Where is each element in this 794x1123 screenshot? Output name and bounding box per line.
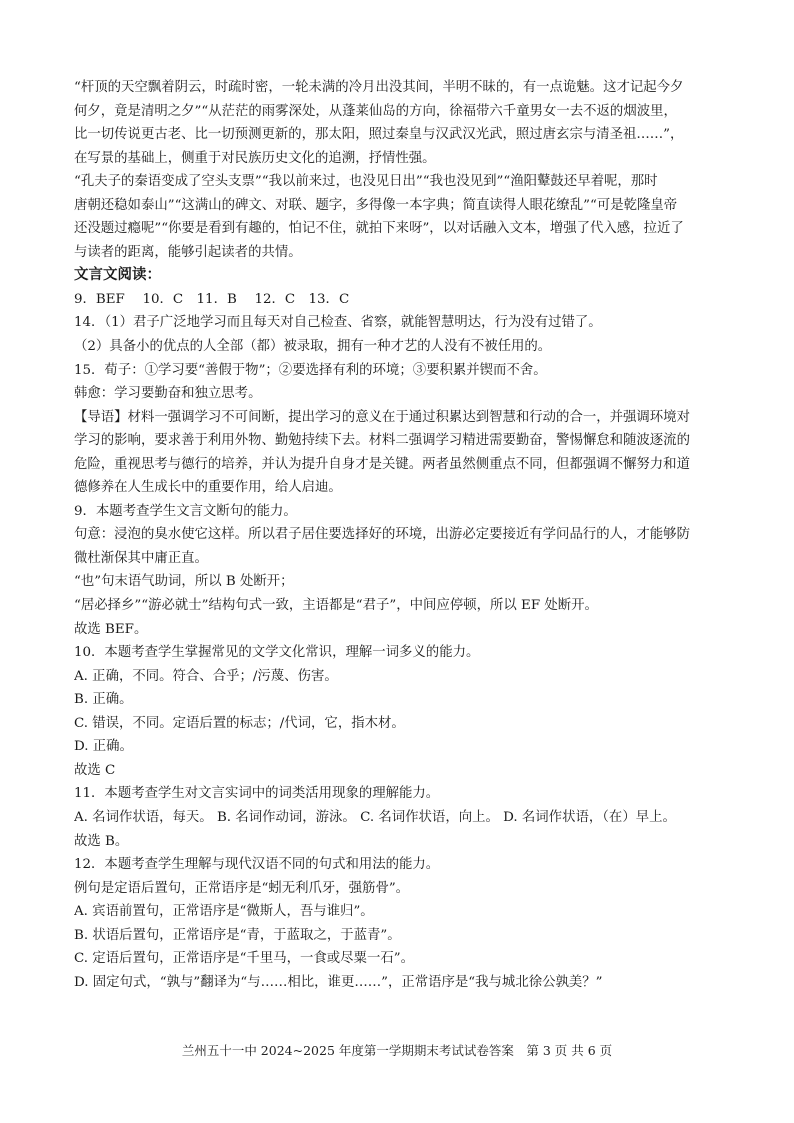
text-line: 德修养在人生成长中的重要作用，给人启迪。 [74, 480, 342, 496]
text-line: C. 定语后置句，正常语序是“千里马，一食或尽粟一石”。 [74, 951, 414, 967]
text-line: “也”句末语气助词，所以 B 处断开； [74, 574, 294, 590]
section-heading: 文言文阅读： [74, 267, 161, 284]
answer-content [74, 76, 724, 994]
text-line: 学习的影响，要求善于利用外物、勤勉持续下去。材料二强调学习精进需要勤奋，警惕懈怠和随波逐流的 [74, 433, 690, 449]
text-line: “孔夫子的秦语变成了空头支票”“我以前来过，也没见日出”“我也没见到”“渔阳鼙鼓还早着呢，那时 [74, 174, 658, 190]
text-line: 比一切传说更古老、比一切预测更新的，那太阳，照过秦皇与汉武汉光武，照过唐玄宗与清圣祖……”， [74, 127, 684, 143]
page-footer: 兰州五十一中 2024~2025 年度第一学期期末考试试卷答案 第 3 页 共 6 页 [181, 1043, 613, 1058]
text-line: B. 状语后置句，正常语序是“青，于蓝取之，于蓝青”。 [74, 927, 401, 943]
text-line: B. 正确。 [74, 692, 133, 708]
text-line: 危险，重视思考与德行的培养，并认为提升自身才是关键。两者虽然侧重点不同，但都强调不懈努力和道 [74, 456, 690, 472]
text-line: “杆顶的天空飘着阴云，时疏时密，一轮未满的冷月出没其间，半明不昧的，有一点诡魅。这才记起今夕 [74, 80, 684, 95]
text-line: 10．本题考查学生掌握常见的文学文化常识，理解一词多义的能力。 [74, 645, 480, 661]
text-line: 15．荀子：①学习要“善假于物”；②要选择有利的环境；③要积累并锲而不舍。 [74, 362, 547, 378]
text-line: 与读者的距离，能够引起读者的共情。 [74, 244, 302, 260]
text-line: A. 宾语前置句，正常语序是“微斯人，吾与谁归”。 [74, 904, 374, 920]
text-line: 故选 C [74, 762, 116, 778]
text-line: 例句是定语后置句，正常语序是“蚓无利爪牙，强筋骨”。 [74, 880, 410, 896]
text-line: D. 固定句式，“孰与”翻译为“与……相比，谁更……”，正常语序是“我与城北徐公孰美？” [74, 974, 603, 990]
text-line: C. 错误，不同。定语后置的标志；/代词，它，指木材。 [74, 715, 405, 731]
text-line: （2）具备小的优点的人全部（都）被录取，拥有一种才艺的人没有不被任用的。 [74, 339, 552, 355]
text-line: 何夕，竟是清明之夕”“从茫茫的雨雾深处，从蓬莱仙岛的方向，徐福带六千童男女一去不返的烟波里， [74, 103, 677, 119]
text-line: 14．（1）君子广泛地学习而且每天对自己检查、省察，就能智慧明达，行为没有过错了。 [74, 315, 602, 331]
text-line: 11．本题考查学生对文言实词中的词类活用现象的理解能力。 [74, 786, 440, 802]
text-line: 9．BEF 10．C 11．B 12．C 13．C [74, 291, 350, 307]
text-line: 【导语】材料一强调学习不可间断，提出学习的意义在于通过积累达到智慧和行动的合一，并强调环境对 [74, 409, 690, 425]
text-line: A. 正确，不同。符合、合乎；/污蔑、伤害。 [74, 668, 338, 684]
text-line: 在写景的基础上，侧重于对民族历史文化的追溯，抒情性强。 [74, 150, 436, 166]
text-line: 故选 B。 [74, 833, 129, 849]
text-line: 句意：浸泡的臭水使它这样。所以君子居住要选择好的环境，出游必定要接近有学问品行的人，才能够防 [74, 527, 690, 543]
text-line: 12．本题考查学生理解与现代汉语不同的句式和用法的能力。 [74, 857, 440, 873]
text-line: 韩愈：学习要勤奋和独立思考。 [74, 386, 262, 402]
text-line: 还没题过瘾呢”“你要是看到有趣的，怕记不住，就拍下来呀”，以对话融入文本，增强了代入感，拉近了 [74, 221, 684, 237]
text-line: D. 正确。 [74, 739, 133, 755]
text-line: 9．本题考查学生文言文断句的能力。 [74, 503, 297, 519]
text-line: “居必择乡”“游必就士”结构句式一致，主语都是“君子”，中间应停顿，所以 EF 处断开。 [74, 598, 598, 614]
text-line: 唐朝还稳如泰山”“这满山的碑文、对联、题字，多得像一本字典；简直读得人眼花缭乱”“可是乾隆皇帝 [74, 197, 678, 213]
text-line: 故选 BEF。 [74, 621, 148, 637]
text-line: 微杜渐保其中庸正直。 [74, 550, 208, 566]
text-line: A. 名词作状语，每天。 B. 名词作动词，游泳。 C. 名词作状语，向上。 D. 名词作状语，（在）早上。 [74, 809, 676, 825]
